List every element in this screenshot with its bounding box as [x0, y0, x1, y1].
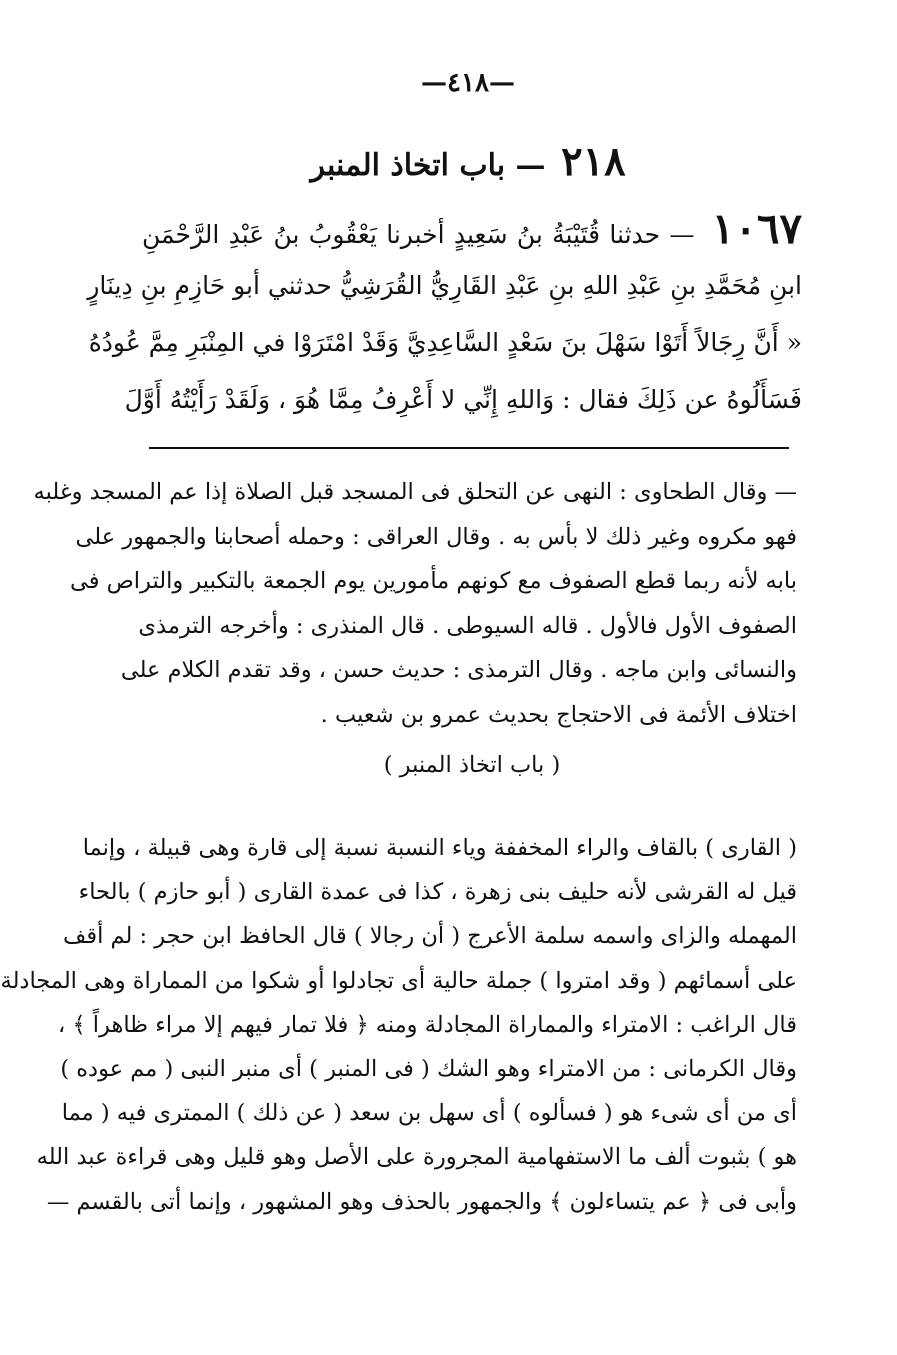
commentary-block-2: [0, 826, 797, 1224]
commentary-line: اختلاف الأئمة فى الاحتجاج بحديث عمرو بن شعيب .: [320, 701, 797, 728]
chapter-number: ٢١٨: [561, 138, 626, 185]
commentary-line: قيل له القرشى لأنه حليف بنى زهرة ، كذا فى عمدة القارى ( أبو حازم ) بالحاء: [78, 879, 797, 906]
commentary-line: وقال الكرمانى : من الامتراء وهو الشك ( فى المنبر ) أى منبر النبى ( مم عوده ): [60, 1055, 797, 1082]
hadith-line: [142, 200, 802, 257]
footnote-divider: [149, 447, 789, 449]
commentary-line: هو ) بثبوت ألف ما الاستفهامية المجرورة على الأصل وهو قليل وهى قراءة عبد الله: [36, 1144, 797, 1171]
chapter-heading: [39, 138, 897, 185]
hadith-line-text: — حدثنا قُتَيْبَةُ بنُ سَعِيدٍ أخبرنا يَعْقُوبُ بنُ عَبْدِ الرَّحْمَنِ: [142, 220, 695, 249]
chapter-title: — باب اتخاذ المنبر: [310, 148, 546, 183]
commentary-line: ( القارى ) بالقاف والراء المخففة وياء النسبة نسبة إلى قارة وهى قبيلة ، وإنما: [82, 835, 797, 861]
commentary-block: [33, 470, 797, 797]
commentary-line: قال الراغب : الامتراء والمماراة المجادلة ومنه ﴿ فلا تمار فيهم إلا مراء ظاهراً ﴾ ،: [58, 1011, 797, 1038]
commentary-line: وأبى فى ﴿ عم يتساءلون ﴾ والجمهور بالحذف وهو المشهور ، وإنما أتى بالقسم —: [46, 1188, 797, 1215]
section-heading: ( باب اتخاذ المنبر ): [383, 752, 561, 778]
hadith-number: ١٠٦٧: [711, 204, 802, 253]
commentary-line: بابه لأنه ربما قطع الصفوف مع كونهم مأمورين يوم الجمعة بالتكبير والتراص فى: [69, 568, 797, 594]
hadith-line: « أَنَّ رِجَالاً أَتَوْا سَهْلَ بنَ سَعْدٍ السَّاعِدِيَّ وَقَدْ امْتَرَوْا في المِنْبَرِ مِمَّ عُودُهُ: [88, 328, 802, 357]
commentary-line: — وقال الطحاوى : النهى عن التحلق فى المسجد قبل الصلاة إذا عم المسجد وغلبه: [33, 479, 797, 505]
commentary-line: الصفوف الأول فالأول . قاله السيوطى . قال المنذرى : وأخرجه الترمذى: [138, 612, 797, 639]
commentary-line: أى من أى شىء هو ( فسألوه ) أى سهل بن سعد ( عن ذلك ) الممترى فيه ( مما: [61, 1100, 797, 1127]
commentary-line: المهمله والزاى واسمه سلمة الأعرج ( أن رجالا ) قال الحافظ ابن حجر : لم أقف: [63, 923, 797, 950]
hadith-line: فَسَأَلُوهُ عن ذَلِكَ فقال : وَاللهِ إِنِّي لا أَعْرِفُ مِمَّا هُوَ ، وَلَقَدْ رَأَيْتُهُ أَوَّلَ: [124, 385, 802, 414]
hadith-line: ابنِ مُحَمَّدِ بنِ عَبْدِ اللهِ بنِ عَبْدِ القَارِيُّ القُرَشِيُّ حدثني أبو حَازِمِ بنِ دِينَارٍ: [87, 271, 802, 300]
page-number: —٤١٨—: [421, 68, 515, 98]
commentary-line: على أسمائهم ( وقد امتروا ) جملة حالية أى تجادلوا أو شكوا من المماراة وهى المجادلة: [0, 967, 797, 994]
commentary-line: والنسائى وابن ماجه . وقال الترمذى : حديث حسن ، وقد تقدم الكلام على: [120, 657, 797, 683]
hadith-text: [87, 200, 802, 428]
commentary-line: فهو مكروه وغير ذلك لا بأس به . وقال العراقى : وحمله أصحابنا والجمهور على: [75, 523, 797, 550]
